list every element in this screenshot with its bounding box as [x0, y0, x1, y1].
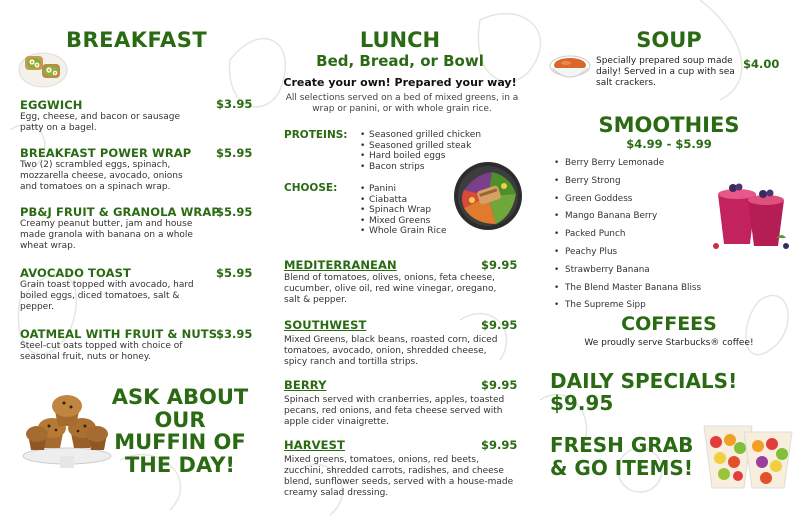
smoothie-item: • Mango Banana Berry	[554, 208, 701, 226]
berry-title: BERRY	[284, 378, 327, 392]
muffins-image	[20, 386, 114, 470]
muffin-line-1: ASK ABOUT	[111, 385, 249, 409]
fruit-cups-image	[700, 412, 794, 492]
breakfast-power-wrap-price: $5.95	[216, 146, 253, 160]
soup-heading: SOUP	[636, 28, 702, 52]
fresh-grab-line-1: FRESH GRAB	[550, 433, 694, 457]
protein-item: • Hard boiled eggs	[360, 151, 481, 162]
proteins-label: PROTEINS:	[284, 129, 348, 141]
avocado-toast-title: AVOCADO TOAST	[20, 266, 131, 280]
pbj-wrap-price: $5.95	[216, 205, 253, 219]
smoothie-item: • Berry Berry Lemonade	[554, 155, 701, 173]
mediterranean-price: $9.95	[481, 258, 518, 272]
lunch-heading: LUNCH	[359, 28, 441, 52]
avocado-toast-price: $5.95	[216, 266, 253, 280]
daily-specials-price: $9.95	[550, 391, 614, 415]
smoothie-item: • The Supreme Sipp	[554, 297, 701, 315]
southwest-desc: Mixed Greens, black beans, roasted corn, diced tomatoes, avocado, onion, shredded cheese, spicy ranch and tortilla strips.	[284, 335, 498, 367]
smoothies-heading: SMOOTHIES	[598, 113, 740, 137]
coffees-desc: We proudly serve Starbucks® coffee!	[584, 338, 754, 348]
harvest-title: HARVEST	[284, 438, 345, 452]
soup-smoothies-column	[538, 0, 800, 518]
smoothie-item: • Strawberry Banana	[554, 262, 701, 280]
lunch-intro: All selections served on a bed of mixed greens, in a wrap or panini, or with whole grain rice.	[285, 93, 519, 114]
muffin-line-4: THE DAY!	[124, 452, 235, 477]
eggwich-title: EGGWICH	[20, 98, 83, 112]
fresh-grab-line-2: & GO ITEMS!	[550, 456, 693, 480]
avocado-toast-desc: Grain toast topped with avocado, hard boiled eggs, diced tomatoes, salt & pepper.	[20, 280, 194, 312]
oatmeal-desc: Steel-cut oats topped with choice of seasonal fruit, nuts or honey.	[20, 341, 183, 362]
muffin-of-the-day-callout	[110, 386, 250, 476]
fresh-grab-and-go	[550, 434, 693, 480]
berry-desc: Spinach served with cranberries, apples, toasted pecans, red onions, and feta cheese served with apple cider vinaigrette.	[284, 395, 505, 427]
protein-item: • Seasoned grilled chicken	[360, 130, 481, 141]
lunch-column	[262, 0, 538, 518]
daily-specials	[550, 370, 737, 414]
daily-specials-heading: DAILY SPECIALS!	[550, 369, 738, 393]
smoothies-image	[706, 172, 792, 252]
mediterranean-title: MEDITERRANEAN	[284, 258, 397, 272]
harvest-desc: Mixed greens, tomatoes, onions, red beets, zucchini, shredded carrots, radishes, and cheese blend, sunflower seeds, served with a house-made creamy salad dressing.	[284, 455, 514, 498]
soup-desc: Specially prepared soup made daily! Served in a cup with sea salt crackers.	[596, 56, 735, 88]
smoothies-list	[554, 155, 701, 315]
lunch-subheading: Bed, Bread, or Bowl	[316, 52, 484, 70]
southwest-title: SOUTHWEST	[284, 318, 367, 332]
southwest-price: $9.95	[481, 318, 518, 332]
eggwich-desc: Egg, cheese, and bacon or sausage patty on a bagel.	[20, 112, 180, 133]
coffees-heading: COFFEES	[621, 313, 717, 335]
choose-item: • Ciabatta	[360, 195, 447, 206]
smoothie-item: • Packed Punch	[554, 226, 701, 244]
smoothie-item: • Peachy Plus	[554, 244, 701, 262]
choose-list	[360, 184, 447, 237]
choose-item: • Mixed Greens	[360, 216, 447, 227]
protein-item: • Bacon strips	[360, 162, 481, 173]
smoothie-item: • Berry Strong	[554, 173, 701, 191]
soup-cup-image	[548, 52, 592, 82]
avocado-toast-image	[18, 46, 68, 88]
oatmeal-price: $3.95	[216, 327, 253, 341]
eggwich-price: $3.95	[216, 97, 253, 111]
breakfast-power-wrap-title: BREAKFAST POWER WRAP	[20, 146, 192, 160]
choose-item: • Spinach Wrap	[360, 205, 447, 216]
oatmeal-title: OATMEAL WITH FRUIT & NUTS	[20, 327, 218, 341]
lunch-tagline: Create your own! Prepared your way!	[283, 76, 517, 89]
breakfast-heading: BREAKFAST	[66, 28, 208, 52]
harvest-price: $9.95	[481, 438, 518, 452]
berry-price: $9.95	[481, 378, 518, 392]
pbj-wrap-desc: Creamy peanut butter, jam and house made granola with banana on a whole wheat wrap.	[20, 219, 193, 251]
smoothies-price-range: $4.99 - $5.99	[626, 137, 712, 151]
choose-item: • Whole Grain Rice	[360, 226, 447, 237]
protein-item: • Seasoned grilled steak	[360, 141, 481, 152]
muffin-line-3: MUFFIN OF	[114, 430, 246, 454]
smoothie-item: • The Blend Master Banana Bliss	[554, 280, 701, 298]
breakfast-power-wrap-desc: Two (2) scrambled eggs, spinach, mozzarella cheese, avocado, onions and tomatoes on a spinach wrap.	[20, 160, 183, 192]
smoothie-item: • Green Goddess	[554, 191, 701, 209]
breakfast-column	[0, 0, 262, 518]
soup-price: $4.00	[743, 57, 780, 71]
pbj-wrap-title: PB&J FRUIT & GRANOLA WRAP	[20, 205, 220, 219]
mediterranean-desc: Blend of tomatoes, olives, onions, feta cheese, cucumber, olive oil, red wine vinegar, oregano, salt & pepper.	[284, 273, 497, 305]
salad-bowl-image	[452, 160, 524, 232]
muffin-line-2: OUR	[154, 407, 206, 432]
choose-item: • Panini	[360, 184, 447, 195]
choose-label: CHOOSE:	[284, 182, 338, 194]
